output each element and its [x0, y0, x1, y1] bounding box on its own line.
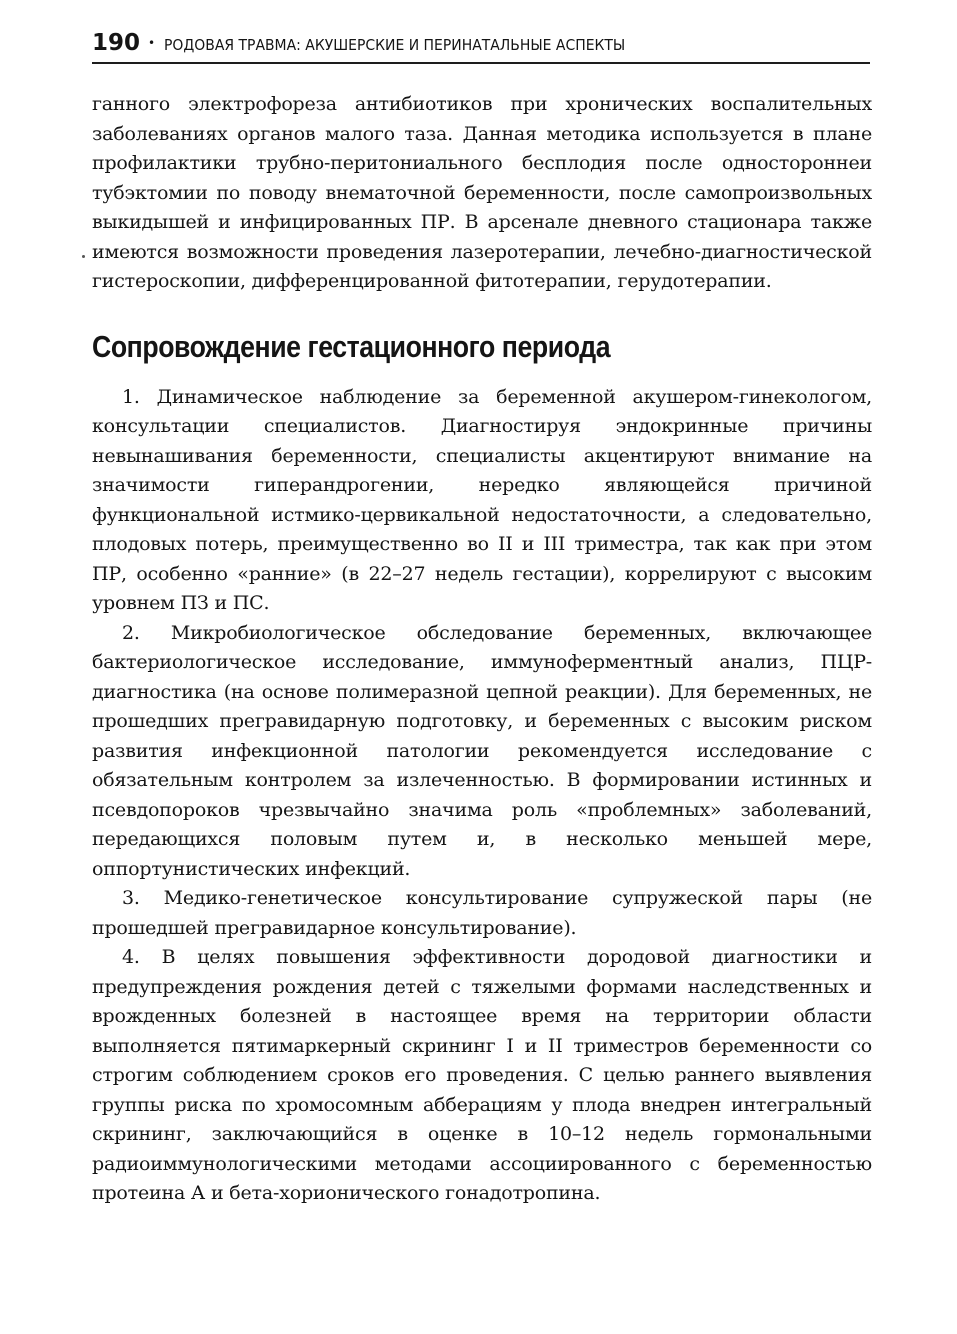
header-separator: • [148, 36, 156, 50]
margin-dot [82, 255, 85, 258]
section-heading: Сопровождение гестационного периода [92, 328, 611, 364]
list-item: 4. В целях повышения эффективности дородовой диагностики и предупреждения рождения детей с тяжелыми формами наследственных и врожденных болезней в настоящее время на территории области выполняется пятимаркерный скрининг I и II триместров беременности со строгим соблюдением сроков его проведения. С целью раннего выявления группы риска по хромосомным абберациям у плода внедрен интегральный скрининг, заключающийся в оценке в 10–12 недель гормональными радиоиммунологическими методами ассоциированного с беременностью протеина А и бета-хорионического гонадотропина. [92, 946, 872, 1204]
list-item: 2. Микробиологическое обследование беременных, включающее бактериологическое исследование, иммуноферментный анализ, ПЦР-диагностика (на основе полимеразной цепной реакции). Для беременных, не прошедших прегравидарную подготовку, и беременных с высоким риском развития инфекционной патологии рекомендуется исследование с обязательным контролем за излеченностью. В формировании истинных и псевдопороков чрезвычайно значима роль «проблемных» заболеваний, передающихся половым путем и, в несколько меньшей мере, оппортунистических инфекций. [92, 621, 872, 880]
page-body [92, 90, 872, 1209]
page-header [92, 30, 872, 62]
list-item: 3. Медико-генетическое консультирование супружеской пары (не прошедшей прегравидарное консультирование). [92, 887, 872, 939]
running-head: РОДОВАЯ ТРАВМА: АКУШЕРСКИЕ И ПЕРИНАТАЛЬНЫЕ АСПЕКТЫ [164, 36, 626, 54]
header-rule [92, 62, 870, 64]
list-item: 1. Динамическое наблюдение за беременной акушером-гинекологом, консультации специалистов. Диагностируя эндокринные причины невынашивания беременности, специалисты акцентируют внимание на значимости гиперандрогении, нередко являющейся причиной функциональной истмико-цервикальной недостаточности, а следовательно, плодовых потерь, преимущественно во II и III триместра, так как при этом ПР, особенно «ранние» (в 22–27 недель гестации), коррелируют с высоким уровнем ПЗ и ПС. [92, 385, 872, 614]
intro-paragraph: ганного электрофореза антибиотиков при хронических воспалительных заболеваниях органов малого таза. Данная методика используется в плане профилактики трубно-перитониального бесплодия после одностороннеи тубэктомии по поводу внематочной беременности, после самопроизвольных выкидышей и инфицированных ПР. В арсенале дневного стационара также имеются возможности проведения лазеротерапии, лечебно-диагностической гистероскопии, дифференцированной фитотерапии, герудотерапии. [92, 93, 872, 292]
page-number: 190 [92, 30, 141, 56]
